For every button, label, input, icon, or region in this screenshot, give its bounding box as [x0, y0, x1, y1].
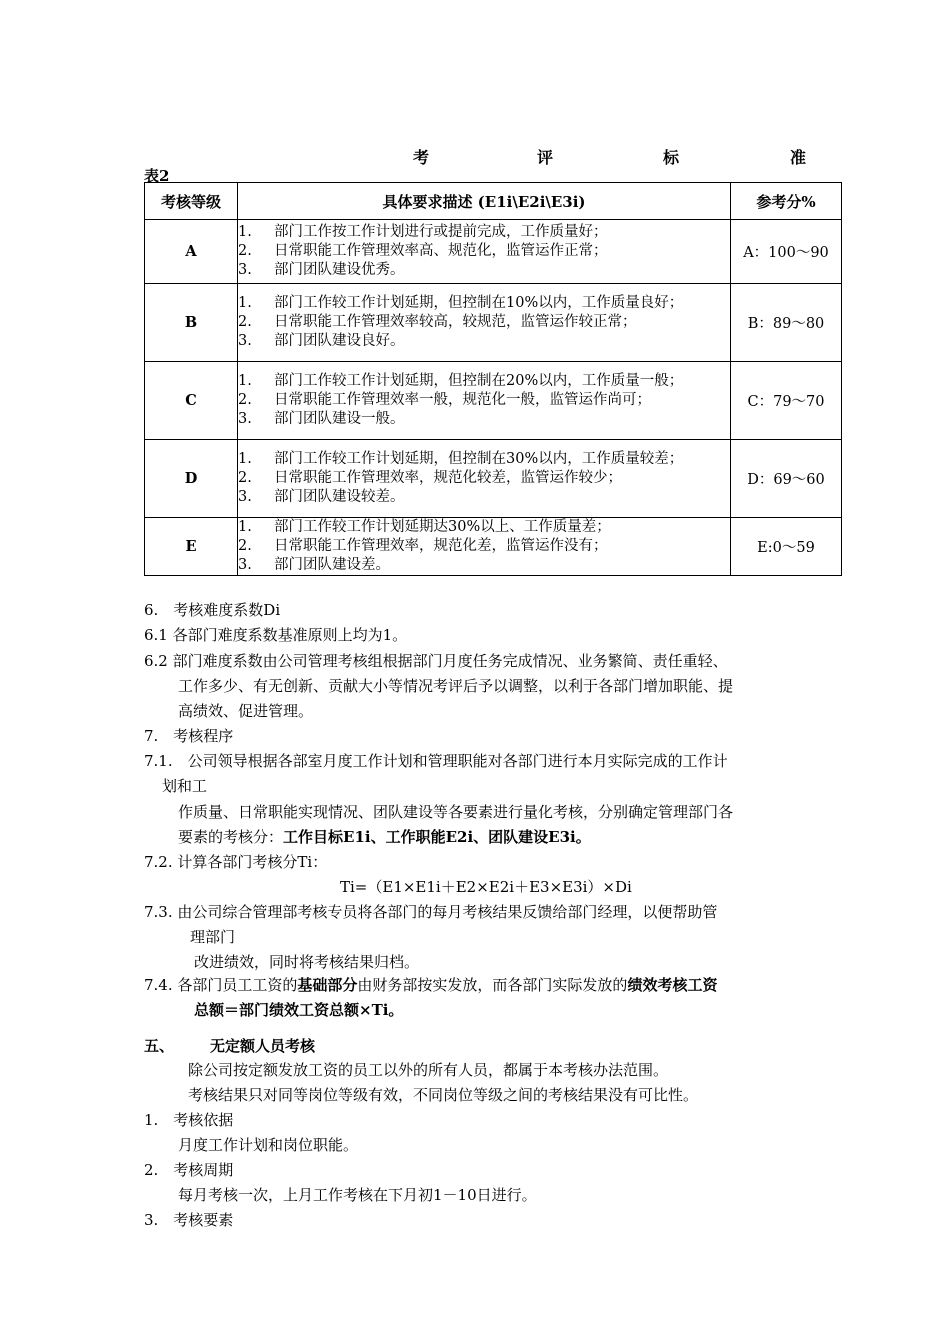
section-7-3-cont: 理部门 — [190, 928, 236, 946]
section-7-2: 7.2. 计算各部门考核分Ti： — [144, 853, 328, 871]
description-item — [238, 556, 730, 575]
table-header-row — [145, 183, 842, 220]
header-description: 具体要求描述 (E1i\E2i\E3i) — [238, 183, 731, 220]
item-1-text: 月度工作计划和岗位职能。 — [178, 1136, 359, 1154]
title-char: 评 — [537, 148, 554, 167]
item-number: 2. — [238, 470, 252, 486]
section-7-4-cont: 总额＝部门绩效工资总额×Ti。 — [194, 1001, 404, 1019]
description-item — [238, 450, 730, 469]
table-row — [145, 284, 842, 362]
title-char: 准 — [790, 148, 807, 167]
item-text: 部门团队建设良好。 — [274, 333, 405, 349]
description-item — [238, 410, 730, 429]
grade-description — [238, 220, 731, 284]
item-number: 3. — [238, 557, 252, 573]
grade-description — [238, 284, 731, 362]
section-7-3: 7.3. 由公司综合管理部考核专员将各部门的每月考核结果反馈给部门经理，以便帮助管 — [144, 903, 718, 921]
item-number: 3. — [238, 489, 252, 505]
section-5-paragraph: 考核结果只对同等岗位等级有效，不同岗位等级之间的考核结果没有可比性。 — [188, 1086, 699, 1104]
section-5-number: 五、 — [144, 1037, 175, 1055]
item-text: 部门团队建设差。 — [274, 557, 390, 573]
grade-description — [238, 518, 731, 576]
item-text: 部门工作较工作计划延期，但控制在30%以内，工作质量较差； — [274, 451, 684, 467]
item-text: 日常职能工作管理效率高、规范化，监管运作正常； — [274, 243, 608, 259]
section-6-heading: 6. 考核难度系数Di — [144, 601, 281, 619]
section-7-1-cont: 作质量、日常职能实现情况、团队建设等各要素进行量化考核，分别确定管理部门各 — [178, 803, 734, 821]
item-number: 2. — [238, 314, 252, 330]
grade-score: B：89～80 — [731, 284, 842, 362]
description-item — [238, 223, 730, 242]
title-char: 考 — [413, 148, 430, 167]
section-6-2-cont: 工作多少、有无创新、贡献大小等情况考评后予以调整，以利于各部门增加职能、提 — [178, 677, 734, 695]
grade-level: B — [145, 284, 238, 362]
item-number: 1. — [238, 519, 252, 535]
item-text: 部门团队建设一般。 — [274, 411, 405, 427]
description-item — [238, 518, 730, 537]
item-number: 2. — [238, 243, 252, 259]
section-5-heading: 无定额人员考核 — [210, 1037, 316, 1055]
section-7-1: 7.1. 公司领导根据各部室月度工作计划和管理职能对各部门进行本月实际完成的工作计 — [144, 752, 728, 770]
section-6-2: 6.2 部门难度系数由公司管理考核组根据部门月度任务完成情况、业务繁简、责任重轻、 — [144, 652, 728, 670]
description-item — [238, 537, 730, 556]
section-5-paragraph: 除公司按定额发放工资的员工以外的所有人员，都属于本考核办法范围。 — [188, 1061, 669, 1079]
section-6-2-cont: 高绩效、促进管理。 — [178, 702, 314, 720]
table-row — [145, 220, 842, 284]
item-number: 2. — [238, 392, 252, 408]
grade-score: D：69～60 — [731, 440, 842, 518]
item-number: 1. — [238, 373, 252, 389]
item-2-heading: 2. 考核周期 — [144, 1161, 234, 1179]
grade-score: E:0～59 — [731, 518, 842, 576]
item-number: 1. — [238, 224, 252, 240]
item-text: 日常职能工作管理效率一般，规范化一般，监管运作尚可； — [274, 392, 651, 408]
item-text: 日常职能工作管理效率，规范化差，监管运作没有； — [274, 538, 608, 554]
formula: Ti=（E1×E1i＋E2×E2i＋E3×E3i）×Di — [340, 878, 632, 896]
grade-level: E — [145, 518, 238, 576]
grade-level: D — [145, 440, 238, 518]
item-number: 1. — [238, 295, 252, 311]
item-text: 部门团队建设较差。 — [274, 489, 405, 505]
title-char: 标 — [663, 148, 680, 167]
description-item — [238, 488, 730, 507]
item-1-heading: 1. 考核依据 — [144, 1111, 234, 1129]
grade-description — [238, 362, 731, 440]
description-item — [238, 469, 730, 488]
grade-level: A — [145, 220, 238, 284]
item-number: 3. — [238, 411, 252, 427]
description-item — [238, 242, 730, 261]
item-text: 部门工作较工作计划延期达30%以上、工作质量差； — [274, 519, 611, 535]
item-2-text: 每月考核一次，上月工作考核在下月初1－10日进行。 — [178, 1186, 537, 1204]
item-text: 部门工作较工作计划延期，但控制在10%以内，工作质量良好； — [274, 295, 684, 311]
item-text: 部门工作较工作计划延期，但控制在20%以内，工作质量一般； — [274, 373, 684, 389]
table-label: 表2 — [144, 167, 170, 185]
section-7-1-cont: 要素的考核分：工作目标E1i、工作职能E2i、团队建设E3i。 — [178, 828, 591, 846]
item-text: 部门团队建设优秀。 — [274, 262, 405, 278]
item-text: 日常职能工作管理效率较高，较规范，监管运作较正常； — [274, 314, 637, 330]
section-7-1-cont: 划和工 — [162, 777, 208, 795]
grade-level: C — [145, 362, 238, 440]
item-number: 2. — [238, 538, 252, 554]
description-item — [238, 332, 730, 351]
section-7-heading: 7. 考核程序 — [144, 727, 234, 745]
table-row — [145, 362, 842, 440]
item-text: 日常职能工作管理效率，规范化较差，监管运作较少； — [274, 470, 622, 486]
table-row — [145, 518, 842, 576]
grade-score: A：100～90 — [731, 220, 842, 284]
description-item — [238, 313, 730, 332]
header-score: 参考分% — [731, 183, 842, 220]
description-item — [238, 372, 730, 391]
section-7-3-cont: 改进绩效，同时将考核结果归档。 — [194, 953, 420, 971]
section-6-1: 6.1 各部门难度系数基准原则上均为1。 — [144, 626, 408, 644]
table-row — [145, 440, 842, 518]
grade-description — [238, 440, 731, 518]
item-text: 部门工作按工作计划进行或提前完成，工作质量好； — [274, 224, 608, 240]
item-number: 1. — [238, 451, 252, 467]
description-item — [238, 391, 730, 410]
section-7-4: 7.4. 各部门员工工资的基础部分由财务部按实发放，而各部门实际发放的绩效考核工资 — [144, 976, 718, 994]
grade-score: C：79～70 — [731, 362, 842, 440]
item-3-heading: 3. 考核要素 — [144, 1211, 234, 1229]
item-number: 3. — [238, 333, 252, 349]
description-item — [238, 294, 730, 313]
description-item — [238, 261, 730, 280]
grading-table — [144, 182, 842, 576]
header-level: 考核等级 — [145, 183, 238, 220]
item-number: 3. — [238, 262, 252, 278]
